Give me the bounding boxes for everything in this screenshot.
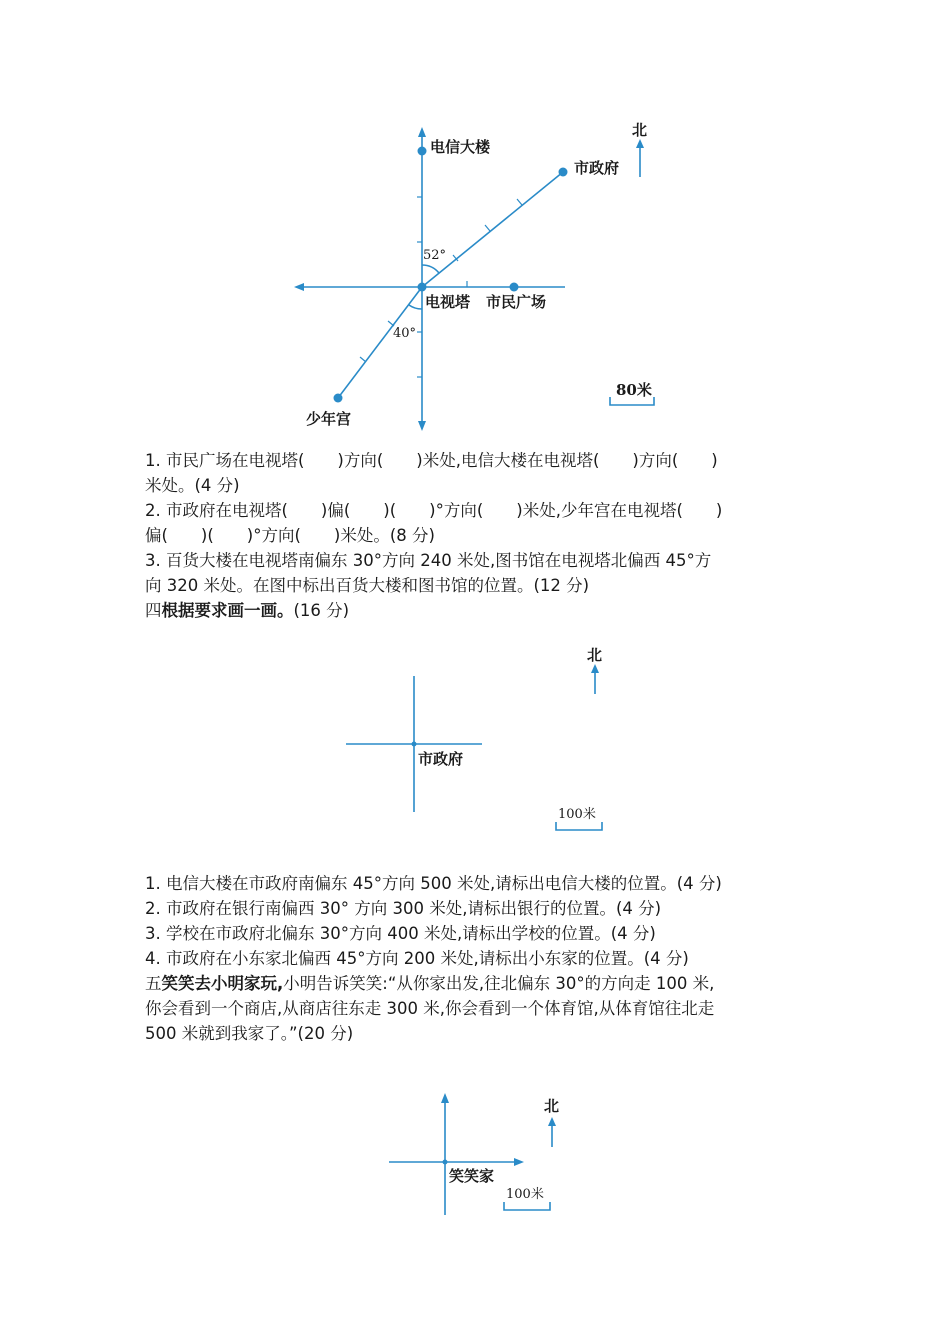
scale-label-3: 100米 <box>506 1187 544 1202</box>
section5-line3: 500 米就到我家了。”(20 分) <box>145 1024 354 1043</box>
home-center-point <box>443 1160 448 1165</box>
question-3-3-cont: 向 320 米处。在图中标出百货大楼和图书馆的位置。(12 分) <box>145 576 590 595</box>
telecom-point <box>418 147 427 156</box>
question-3-2: 2. 市政府在电视塔( )偏( )( )°方向( )米处,少年宫在电视塔( ) <box>145 501 723 520</box>
section4-number: 四 <box>145 601 162 620</box>
figure-tv-tower-map <box>280 115 680 435</box>
section5-line2: 你会看到一个商店,从商店往东走 300 米,你会看到一个体育馆,从体育馆往北走 <box>145 999 715 1018</box>
cityhall-center-point <box>412 742 417 747</box>
angle-arc-52 <box>422 265 439 273</box>
angle-40-label: 40° <box>393 326 417 341</box>
tvtower-label: 电视塔 <box>425 293 471 311</box>
section4-score: (16 分) <box>293 601 350 620</box>
scale-bar-2 <box>556 822 602 830</box>
north-label: 北 <box>632 121 648 139</box>
tvtower-point <box>418 283 427 292</box>
north-label-2: 北 <box>587 646 603 664</box>
section3-questions <box>145 448 810 623</box>
scale-bar-3 <box>504 1202 550 1210</box>
section4-heading <box>145 598 810 623</box>
south-arrowhead <box>418 421 426 431</box>
section5-number: 五 <box>145 974 162 993</box>
question-4-4: 4. 市政府在小东家北偏西 45°方向 200 米处,请标出小东家的位置。(4 分) <box>145 949 689 968</box>
home-center-label: 笑笑家 <box>449 1167 495 1185</box>
figure-cityhall-cross <box>340 640 620 840</box>
section5-line1 <box>145 971 810 996</box>
west-arrowhead <box>294 283 304 291</box>
scale-label: 80米 <box>616 381 652 399</box>
cityhall-point <box>559 168 568 177</box>
north-arrowhead <box>418 127 426 137</box>
section5-line1-rest: 小明告诉笑笑:“从你家出发,往北偏东 30°的方向走 100 米, <box>283 974 715 993</box>
question-4-1: 1. 电信大楼在市政府南偏东 45°方向 500 米处,请标出电信大楼的位置。(4 分) <box>145 874 722 893</box>
plaza-point <box>510 283 519 292</box>
youth-point <box>334 394 343 403</box>
cityhall-center-label: 市政府 <box>418 750 464 768</box>
question-3-2-cont: 偏( )( )°方向( )米处。(8 分) <box>145 526 435 545</box>
cityhall-label: 市政府 <box>574 159 620 177</box>
telecom-label: 电信大楼 <box>430 138 491 156</box>
question-4-2: 2. 市政府在银行南偏西 30° 方向 300 米处,请标出银行的位置。(4 分) <box>145 899 662 918</box>
scale-label-2: 100米 <box>558 807 596 822</box>
youth-label: 少年宫 <box>306 410 352 428</box>
section4-title: 根据要求画一画。 <box>161 601 294 620</box>
plaza-label: 市民广场 <box>486 293 547 311</box>
question-4-3: 3. 学校在市政府北偏东 30°方向 400 米处,请标出学校的位置。(4 分) <box>145 924 656 943</box>
line-to-cityhall <box>422 172 563 287</box>
question-3-3: 3. 百货大楼在电视塔南偏东 30°方向 240 米处,图书馆在电视塔北偏西 45°方 <box>145 551 712 570</box>
question-3-1: 1. 市民广场在电视塔( )方向( )米处,电信大楼在电视塔( )方向( ) <box>145 451 718 470</box>
line-to-youth-palace <box>338 287 422 398</box>
question-3-1-cont: 米处。(4 分) <box>145 476 240 495</box>
section4-questions <box>145 871 810 1046</box>
figure-xiaoxiao-home <box>385 1090 575 1220</box>
angle-52-label: 52° <box>423 248 447 263</box>
angle-arc-40 <box>409 305 422 309</box>
section5-bold: 笑笑去小明家玩, <box>161 974 284 993</box>
north-label-3: 北 <box>544 1097 560 1115</box>
